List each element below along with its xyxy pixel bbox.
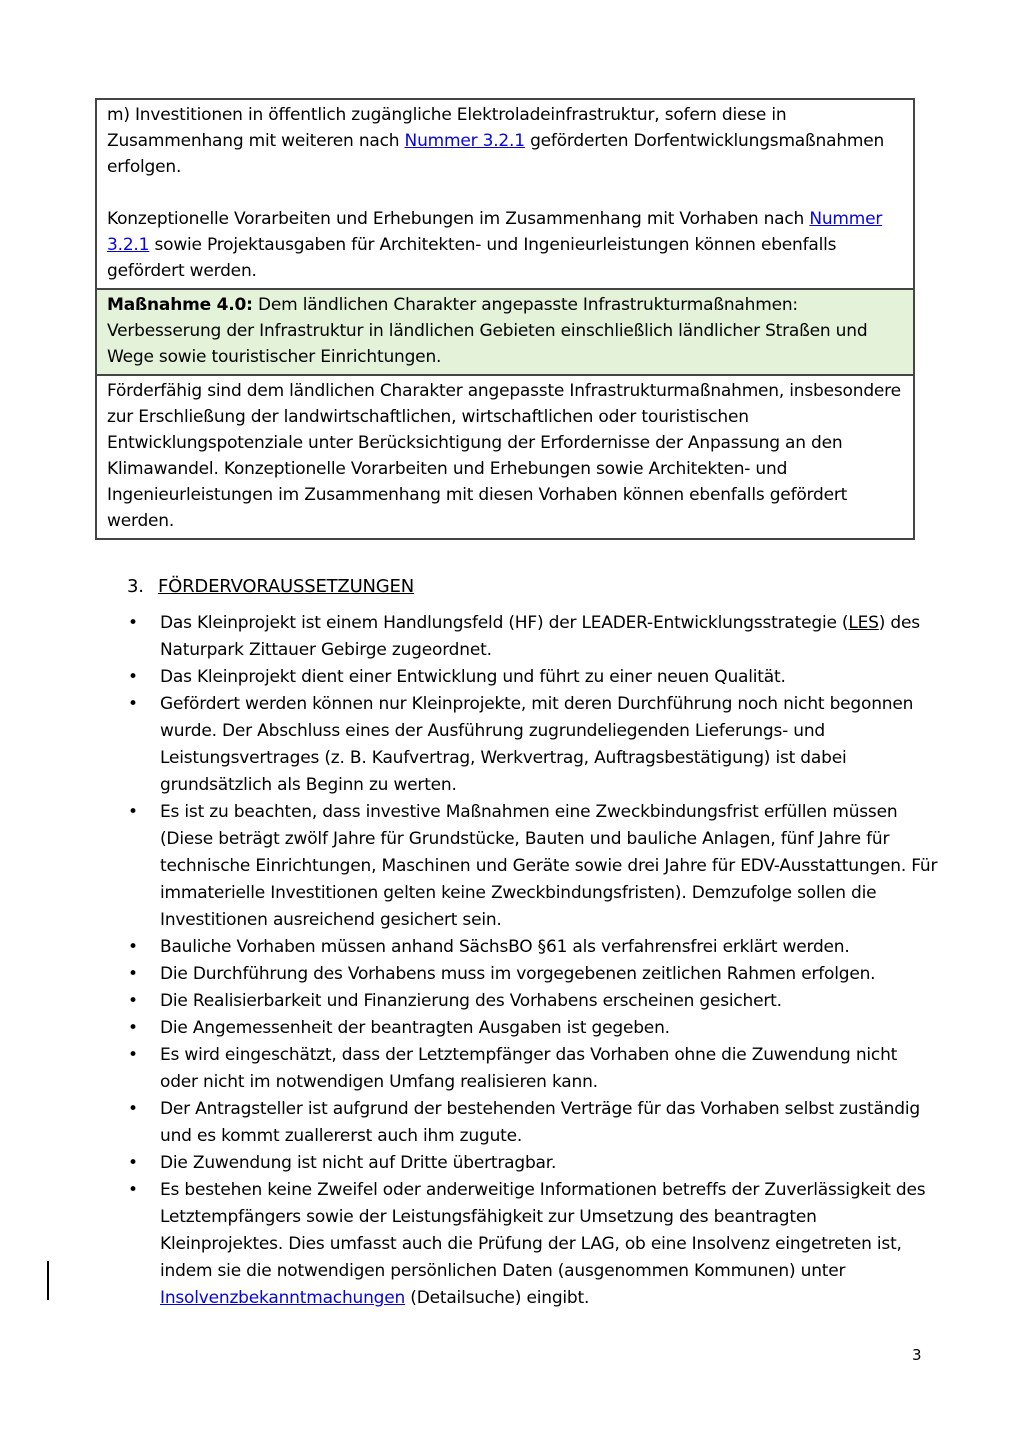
bullet-icon: • — [128, 667, 138, 687]
bullet-icon: • — [128, 964, 138, 984]
text-run: Es wird eingeschätzt, dass der Letztempfänger das Vorhaben ohne die Zuwendung nicht oder nicht im notwendigen Umfang realisieren kann. — [160, 1045, 898, 1092]
table-row — [96, 99, 914, 289]
text-run: Dem ländlichen Charakter angepasste Infrastrukturmaßnahmen: Verbesserung der Infrastruktur in ländlichen Gebieten einschließlich ländlicher Straßen und Wege sowie touristischer Einrichtungen. — [107, 295, 868, 367]
list-item-text — [160, 613, 920, 660]
list-item — [128, 664, 940, 691]
section-heading — [127, 576, 414, 597]
bullet-icon: • — [128, 1045, 138, 1065]
text-run: Es ist zu beachten, dass investive Maßnahmen eine Zweckbindungsfrist erfüllen müssen (Diese beträgt zwölf Jahre für Grundstücke, Bauten und bauliche Anlagen, fünf Jahre für technische Einrichtungen, Maschinen und Geräte sowie drei Jahre für EDV-Ausstattungen. Für immaterielle Investitionen gelten keine Zweckbindungsfristen). Demzufolge sollen die Investitionen ausreichend gesichert sein. — [160, 802, 938, 930]
list-item — [128, 988, 940, 1015]
list-item — [128, 799, 940, 934]
hyperlink[interactable]: Nummer 3.2.1 — [404, 131, 525, 151]
bullet-icon: • — [128, 1180, 138, 1200]
paragraph — [107, 292, 903, 370]
funding-measures-table — [95, 98, 915, 540]
paragraph — [107, 378, 903, 534]
list-item — [128, 1015, 940, 1042]
table-cell-massnahme-4-0 — [96, 289, 914, 375]
list-item — [128, 934, 940, 961]
list-item-text — [160, 1045, 897, 1092]
bold-text: Maßnahme 4.0: — [107, 295, 253, 315]
text-run: Es bestehen keine Zweifel oder anderweitige Informationen betreffs der Zuverlässigkeit des Letztempfängers sowie der Leistungsfähigkeit zur Umsetzung des beantragten Kleinprojektes. Dies umfasst auch die Prüfung der LAG, ob eine Insolvenz eingetreten ist, indem sie die notwendigen persönlichen Daten (ausgenommen Kommunen) unter — [160, 1180, 926, 1281]
list-item-text — [160, 667, 786, 687]
list-item — [128, 961, 940, 988]
text-run: Die Realisierbarkeit und Finanzierung des Vorhabens erscheinen gesichert. — [160, 991, 782, 1011]
bullet-icon: • — [128, 1153, 138, 1173]
text-run: Die Zuwendung ist nicht auf Dritte übertragbar. — [160, 1153, 557, 1173]
text-run: geförderten Dorfentwicklungsmaßnahmen erfolgen. — [107, 131, 885, 177]
list-item-text — [160, 802, 937, 930]
list-item-text — [160, 1153, 556, 1173]
bullet-icon: • — [128, 937, 138, 957]
list-item — [128, 1042, 940, 1096]
list-item-text — [160, 694, 913, 795]
list-item-text — [160, 1099, 920, 1146]
bullet-icon: • — [128, 991, 138, 1011]
underlined-text: LES — [848, 613, 879, 633]
bullet-icon: • — [128, 613, 138, 633]
list-item — [128, 610, 940, 664]
text-run: Förderfähig sind dem ländlichen Charakter angepasste Infrastrukturmaßnahmen, insbesondere zur Erschließung der landwirtschaftlichen, wirtschaftlichen oder touristischen Entwicklungspotenziale unter Berücksichtigung der Erfordernisse der Anpassung an den Klimawandel. Konzeptionelle Vorarbeiten und Erhebungen sowie Architekten- und Ingenieurleistungen im Zusammenhang mit diesen Vorhaben können ebenfalls gefördert werden. — [107, 381, 901, 531]
text-run: sowie Projektausgaben für Architekten- und Ingenieurleistungen können ebenfalls gefördert werden. — [107, 235, 837, 281]
bullet-icon: • — [128, 1099, 138, 1119]
text-run: Die Angemessenheit der beantragten Ausgaben ist gegeben. — [160, 1018, 670, 1038]
list-item-text — [160, 991, 782, 1011]
text-run: Der Antragsteller ist aufgrund der bestehenden Verträge für das Vorhaben selbst zuständig und es kommt zuallererst auch ihm zugute. — [160, 1099, 920, 1146]
text-run: (Detailsuche) eingibt. — [405, 1288, 590, 1308]
bullet-icon: • — [128, 802, 138, 822]
funding-requirements-list — [128, 610, 940, 1312]
list-item-text — [160, 964, 875, 984]
text-run: Das Kleinprojekt dient einer Entwicklung und führt zu einer neuen Qualität. — [160, 667, 786, 687]
page-number: 3 — [912, 1346, 922, 1364]
list-item — [128, 691, 940, 799]
hyperlink[interactable]: Nummer 3.2.1 — [107, 209, 883, 255]
section-title: FÖRDERVORAUSSETZUNGEN — [158, 576, 414, 597]
text-run: Die Durchführung des Vorhabens muss im vorgegebenen zeitlichen Rahmen erfolgen. — [160, 964, 876, 984]
list-item — [128, 1150, 940, 1177]
section-number: 3. — [127, 576, 144, 597]
text-run: ) des Naturpark Zittauer Gebirge zugeordnet. — [160, 613, 920, 660]
paragraph — [107, 206, 903, 284]
bullet-icon: • — [128, 1018, 138, 1038]
hyperlink[interactable]: Insolvenzbekanntmachungen — [160, 1288, 406, 1308]
table-row — [96, 375, 914, 539]
table-row — [96, 289, 914, 375]
list-item — [128, 1096, 940, 1150]
list-item — [128, 1177, 940, 1312]
text-run: Konzeptionelle Vorarbeiten und Erhebungen im Zusammenhang mit Vorhaben nach — [107, 209, 810, 229]
table-cell-foerderfaehig — [96, 375, 914, 539]
paragraph — [107, 102, 903, 180]
text-run: Das Kleinprojekt ist einem Handlungsfeld (HF) der LEADER-Entwicklungsstrategie ( — [160, 613, 849, 633]
list-item-text — [160, 1018, 670, 1038]
text-run: Bauliche Vorhaben müssen anhand SächsBO §61 als verfahrensfrei erklärt werden. — [160, 937, 850, 957]
list-item-text — [160, 937, 850, 957]
text-run: m) Investitionen in öffentlich zugängliche Elektroladeinfrastruktur, sofern diese in Zusammenhang mit weiteren nach — [107, 105, 787, 151]
bullet-icon: • — [128, 694, 138, 714]
table-cell-electro-infrastructure — [96, 99, 914, 289]
change-bar — [47, 1261, 49, 1300]
list-item-text — [160, 1180, 925, 1308]
text-run: Gefördert werden können nur Kleinprojekte, mit deren Durchführung noch nicht begonnen wurde. Der Abschluss eines der Ausführung zugrundeliegenden Lieferungs- und Leistungsvertrages (z. B. Kaufvertrag, Werkvertrag, Auftragsbestätigung) ist dabei grundsätzlich als Beginn zu werten. — [160, 694, 914, 795]
